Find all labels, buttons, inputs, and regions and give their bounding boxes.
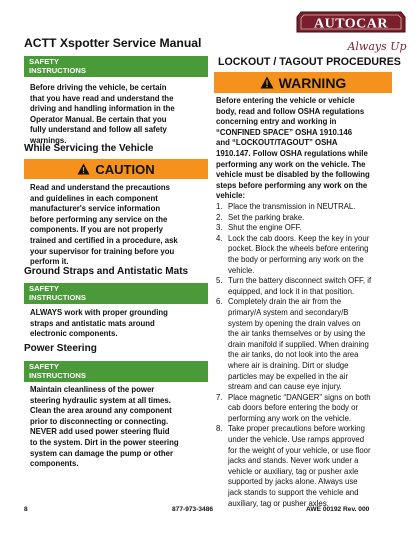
safety-intro-text: Before driving the vehicle, be certain that you have read and understand the driving and handling information in the Operator Manual. Be certain that you fully understand and follow all safety warnings. <box>30 83 175 145</box>
heading-ground-straps: Ground Straps and Antistatic Mats <box>24 266 189 277</box>
safety-instructions-box-2: SAFETY INSTRUCTIONS <box>24 283 208 304</box>
caution-label: CAUTION <box>95 161 155 177</box>
caution-triangle-icon <box>77 163 90 175</box>
list-item: 6. Completely drain the air from the primary/A system and secondary/B system by opening the drain valves on the air tanks themselves or by using the drain manifold if supplied. When draining the air tanks, do not look into the area where air is draining. Dirt or sludge particles may be expelled in the air stream and can cause eye injury. <box>216 297 369 392</box>
svg-text:AUTOCAR: AUTOCAR <box>313 16 389 32</box>
safety-instructions-box-3: SAFETY INSTRUCTIONS <box>24 361 208 382</box>
list-item: 2. Set the parking brake. <box>216 212 305 222</box>
warning-text: Before entering the vehicle or vehicle body, read and follow OSHA regulations concerning entry and working in “CONFINED SPACE” OSHA 1910.146 and “LOCKOUT/TAGOUT” OSHA 1910.147. Follow OSHA regulations while performing any work on the vehicle. The vehicle must be disabled by the following steps before performing any work on the vehicle: <box>216 96 370 201</box>
page-number: 8 <box>24 506 28 513</box>
lockout-tagout-title: LOCKOUT / TAGOUT PROCEDURES <box>218 56 401 68</box>
list-item: 7. Place magnetic “DANGER” signs on both cab doors before entering the body or performing any work on the vehicle. <box>216 392 371 423</box>
caution-box <box>24 159 208 179</box>
footer-doc-code: AWE 00192 Rev. 000 <box>306 506 370 513</box>
ground-straps-text: ALWAYS work with proper grounding straps and antistatic mats around electronic components. <box>30 308 168 339</box>
list-item: 5. Turn the battery disconnect switch OFF, if equipped, and lock it in that position. <box>216 276 372 296</box>
safety-instructions-box-1: SAFETY INSTRUCTIONS <box>24 56 208 77</box>
warning-label: WARNING <box>278 74 347 91</box>
list-item: 8. Take proper precautions before working under the vehicle. Use ramps approved for the weight of your vehicle, or use floor jacks and stands. Never work under a vehicle or auxiliary, tag or pusher axle supported by jacks alone. Always use jack stands to support the vehicle and auxiliary, tag or pusher axles. <box>216 424 371 508</box>
lockout-steps-list <box>216 202 402 509</box>
heading-while-servicing: While Servicing the Vehicle <box>24 143 154 154</box>
warning-triangle-icon <box>260 76 274 89</box>
heading-power-steering: Power Steering <box>24 343 97 354</box>
svg-text:Always Up: Always Up <box>347 40 407 53</box>
list-item: 3. Shut the engine OFF. <box>216 223 302 233</box>
left-column <box>24 56 208 147</box>
caution-text: Read and understand the precautions and guidelines in each component manufacturer's service information before performing any service on the components. If you are not properly trained and certified in a procedure, ask your supervisor for training before you perform it. <box>30 183 178 267</box>
warning-box <box>214 72 392 93</box>
power-steering-text: Maintain cleanliness of the power steering hydraulic system at all times. Clean the area around any component prior to disconnecting or connecting. NEVER add used power steering fluid to the system. Dirt in the power steering system can damage the pump or other components. <box>30 385 179 469</box>
autocar-logo <box>295 8 407 56</box>
footer-phone: 877-973-3486 <box>172 506 214 513</box>
manual-title: ACTT Xspotter Service Manual <box>24 36 202 50</box>
list-item: 4. Lock the cab doors. Keep the key in your pocket. Block the wheels before entering the body or performing any work on the vehicle. <box>216 233 370 275</box>
list-item: 1. Place the transmission in NEUTRAL. <box>216 202 356 211</box>
